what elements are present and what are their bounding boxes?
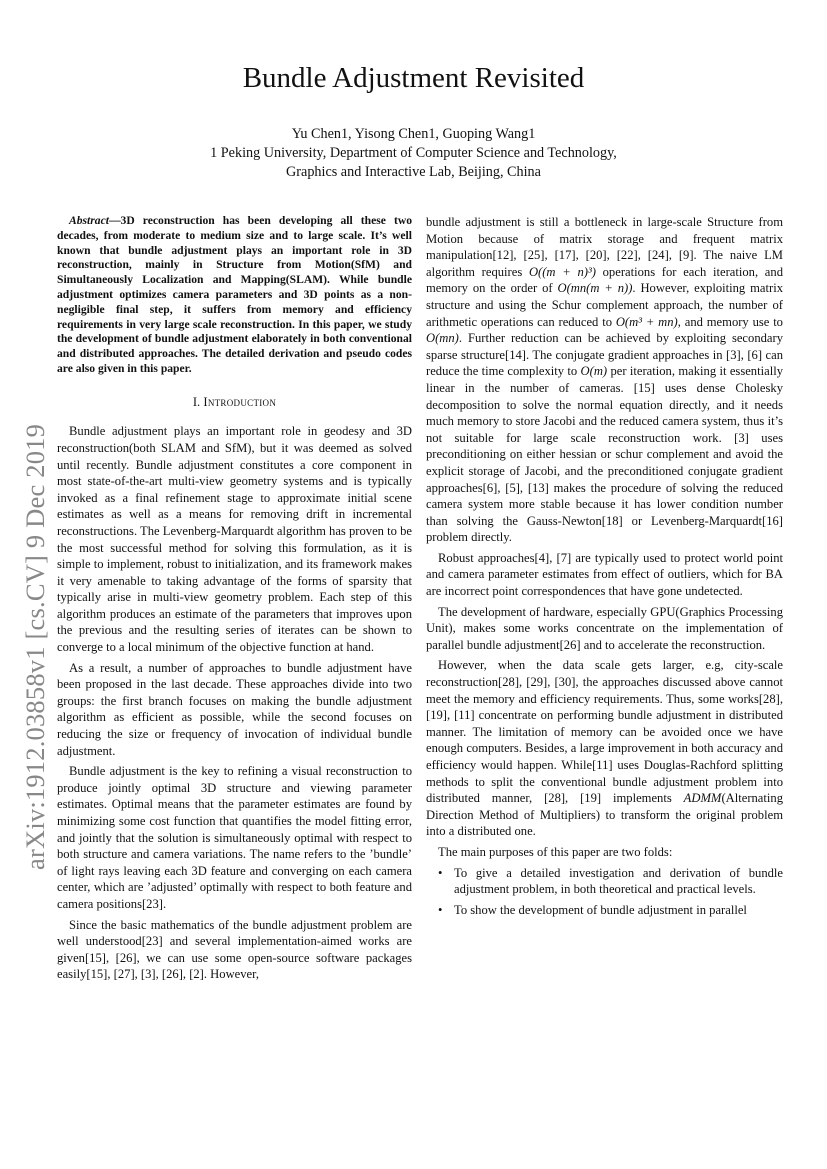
text-run: (Alternating Direction Method of Multipliers) to transform the original problem into a distributed one. xyxy=(426,791,783,839)
author-block xyxy=(0,125,827,182)
intro-paragraph-1: Bundle adjustment plays an important role in geodesy and 3D reconstruction(both SLAM and SfM), but it was deemed as solved until recently. Bundle adjustment constitutes a core component in most state-of-the-art multi-view geometry systems and is typically invoked as a final refinement stage to approximate initial scene estimates as well as a means for removing drift in incremental reconstructions. The Levenberg-Marquardt algorithm has proven to be the most successful method for solving this formulation, as it is simple to implement, robust to initialization, and its framework makes it very amenable to taking advantage of the forms of sparsity that typically arise in multi-view geometry problem. Each step of this algorithm produces an estimate of the parameters that improves upon the previous and the resulting series of iterates can be shown to converge to a local minimum of the objective function at hand. xyxy=(57,424,412,655)
text-run: . Further reduction can be achieved by exploiting secondary sparse structure[14]. The conjugate gradient approaches in [3], [6] can reduce the time complexity to xyxy=(426,331,783,379)
intro-paragraph-8 xyxy=(426,657,783,840)
text-run: per iteration, making it essentially linear in the number of cameras. [15] uses dense Cholesky decomposition to solve the normal equation directly, and it needs much memory to store Jacobi and the reduced camera system, thus it’s not suitable for large scale reconstruction work. [3] uses preconditioning on either hessian or schur complement and avoid the explicit storage of Jacobi, and the preconditioned conjugate gradient approaches[6], [5], [13] makes the procedure of solving the reduced camera system more stable because it has lower condition number than solving the Gauss-Newton[18] or Levenberg-Marquardt[16] problem directly. xyxy=(426,364,783,545)
abstract xyxy=(57,214,412,377)
section-heading-introduction xyxy=(57,394,412,411)
section-title-text: Introduction xyxy=(203,394,277,409)
paper-title: Bundle Adjustment Revisited xyxy=(242,62,585,94)
intro-paragraph-6: Robust approaches[4], [7] are typically used to protect world point and camera parameter estimates from effect of outliers, which for BA are incorrect point correspondences that have gone undetected. xyxy=(426,550,783,599)
section-number: I. xyxy=(192,394,204,409)
math-expression: O(mn(m + n)) xyxy=(557,281,633,296)
math-expression: O(m³ + mn) xyxy=(615,314,678,329)
intro-paragraph-5 xyxy=(426,214,783,546)
list-item: • To show the development of bundle adjustment in parallel xyxy=(454,902,783,919)
math-expression: O(m) xyxy=(580,364,608,379)
intro-paragraph-2: As a result, a number of approaches to bundle adjustment have been proposed in the last decade. These approaches divide into two groups: the first branch focuses on making the bundle adjustment algorithm as efficient as possible, while the second focuses on reducing the size or frequency of invocation of individual bundle adjustment. xyxy=(57,660,412,758)
affiliation-line-1: 1 Peking University, Department of Computer Science and Technology, xyxy=(210,145,617,161)
intro-paragraph-4: Since the basic mathematics of the bundle adjustment problem are well understood[23] and several implementation-aimed works are given[15], [26], we can use some open-source software packages easily[15], [27], [3], [26], [2]. However, xyxy=(57,917,412,982)
purpose-list xyxy=(426,865,783,919)
math-expression: O(mn) xyxy=(426,331,459,346)
right-column xyxy=(426,214,783,922)
intro-paragraph-3: Bundle adjustment is the key to refining a visual reconstruction to produce jointly optimal 3D structure and viewing parameter estimates. Optimal means that the parameter estimates are found by minimizing some cost function that quantifies the model fitting error, and jointly that the solution is simultaneously optimal with respect to both structure and camera variations. The name refers to the ’bundle’ of light rays leaving each 3D feature and converging on each camera center, which are ’adjusted’ optimally with respect to both feature and camera positions[23]. xyxy=(57,764,412,911)
text-run: bundle adjustment is still a bottleneck in large-scale Structure from Motion because of matrix storage and frequent matrix manipulation[12], [25], [17], [20], [22], [24], [9]. The naive LM algorithm requires xyxy=(426,215,783,279)
abstract-label: Abstract xyxy=(69,214,109,227)
emphasized-term: ADMM xyxy=(683,791,722,806)
affiliation-line-2: Graphics and Interactive Lab, Beijing, China xyxy=(286,164,541,180)
intro-paragraph-9: The main purposes of this paper are two folds: xyxy=(438,844,673,859)
text-run: , and memory use to xyxy=(677,314,783,329)
math-expression: O((m + n)³) xyxy=(528,264,596,279)
arxiv-identifier: arXiv:1912.03858v1 [cs.CV] 9 Dec 2019 xyxy=(20,423,50,870)
author-names: Yu Chen1, Yisong Chen1, Guoping Wang1 xyxy=(291,126,536,142)
left-column xyxy=(57,214,412,987)
abstract-text: —3D reconstruction has been developing all these two decades, from moderate to medium size and to large scale. It’s well known that bundle adjustment plays an important role in 3D reconstruction, mainly in Structure from Motion(SfM) and Simultaneously Localization and Mapping(SLAM). While bundle adjustment optimizes camera parameters and 3D points as a non-negligible final step, it suffers from memory and efficiency requirements in very large scale reconstruction. In this paper, we study the development of bundle adjustment elaborately in both conventional and distributed approaches. The detailed derivation and pseudo codes are also given in this paper. xyxy=(57,214,412,375)
intro-paragraph-7: The development of hardware, especially GPU(Graphics Processing Unit), makes some works concentrate on the implementation of parallel bundle adjustment[26] and to accelerate the reconstruction. xyxy=(426,604,783,652)
text-run: . However, exploiting matrix structure and using the Schur complement approach, the number of arithmetic operations can reduced to xyxy=(426,281,783,329)
text-run: operations for each iteration, and memory on the order of xyxy=(426,264,783,296)
list-item: • To give a detailed investigation and derivation of bundle adjustment problem, in both theoretical and practical levels. xyxy=(454,865,783,898)
text-run: However, when the data scale gets larger, e.g, city-scale reconstruction[28], [29], [30], the approaches discussed above cannot meet the memory and efficiency requirements. Thus, some works[28], [19], [11] concentrate on performing bundle adjustment in distributed manner. The limitation of memory can be avoided once we have enough computers. Besides, a large improvement in both accuracy and efficiency would happen. While[11] uses Douglas-Rachford splitting methods to split the conventional bundle adjustment problem into distributed manner, [28], [19] implements xyxy=(426,658,783,806)
